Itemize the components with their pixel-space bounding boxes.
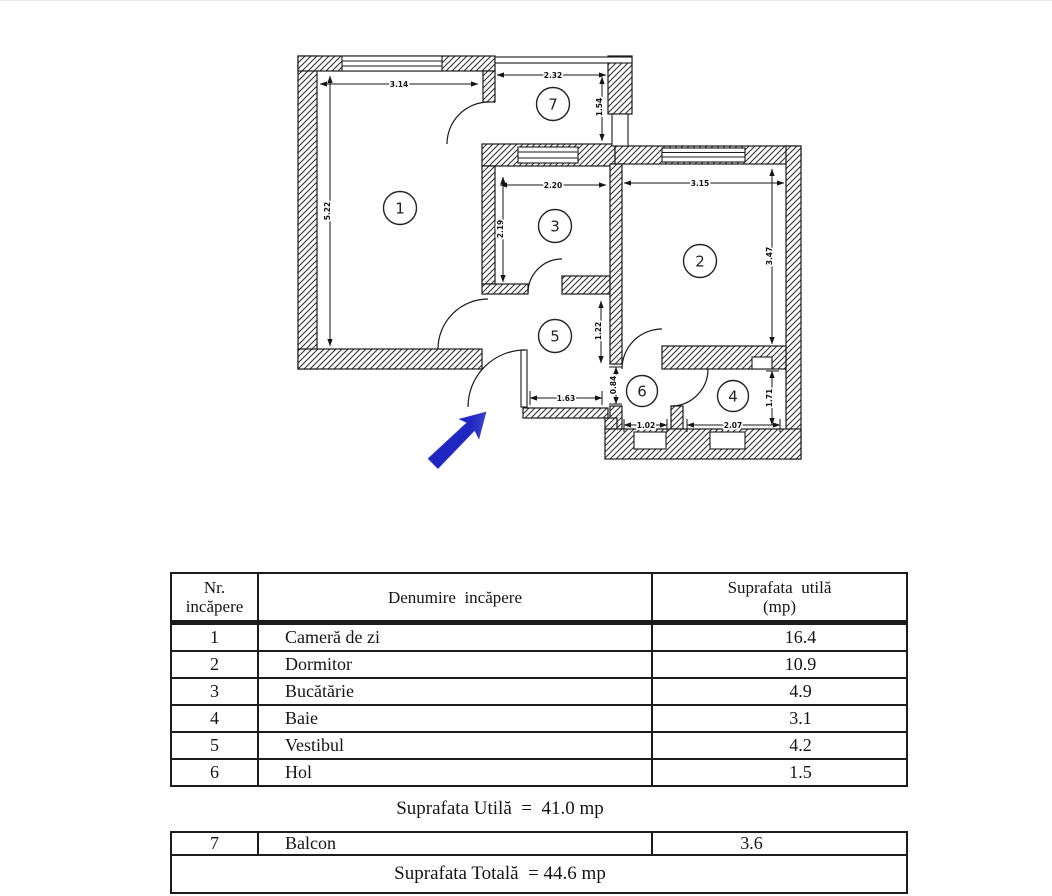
row-area: 4.2 xyxy=(789,735,812,755)
balcony-table xyxy=(170,831,908,856)
cursor-arrow-icon xyxy=(424,402,496,474)
room-label-1 xyxy=(384,192,417,225)
room-label-5 xyxy=(539,320,572,353)
header-nr xyxy=(172,574,259,620)
svg-text:1: 1 xyxy=(395,199,405,218)
svg-text:4: 4 xyxy=(728,387,738,406)
svg-text:2: 2 xyxy=(695,252,705,271)
svg-text:3: 3 xyxy=(550,217,560,236)
room-label-6 xyxy=(627,376,658,407)
row-name: Baie xyxy=(259,706,653,731)
table-row xyxy=(172,704,906,731)
row-name: Balcon xyxy=(259,833,653,854)
svg-text:5: 5 xyxy=(550,327,560,346)
row-nr: 6 xyxy=(172,760,259,785)
dim-room2-width: 3.15 xyxy=(690,179,710,188)
row-name: Hol xyxy=(259,760,653,785)
row-name: Dormitor xyxy=(259,652,653,677)
svg-text:7: 7 xyxy=(548,95,558,114)
header-nr-line2: incăpere xyxy=(185,597,244,616)
room-label-2 xyxy=(684,245,717,278)
row-area: 10.9 xyxy=(784,654,817,674)
dim-hol-width: 1.02 xyxy=(636,421,656,430)
table-row xyxy=(172,677,906,704)
dim-room1-width: 3.14 xyxy=(389,80,409,89)
row-nr: 7 xyxy=(172,833,259,854)
svg-text:6: 6 xyxy=(637,382,647,401)
row-nr: 4 xyxy=(172,706,259,731)
dim-vestibul-height: 1.22 xyxy=(594,321,603,341)
row-area: 16.4 xyxy=(784,627,817,647)
row-name: Vestibul xyxy=(259,733,653,758)
header-denumire: Denumire incăpere xyxy=(259,574,653,620)
room-area-table xyxy=(170,572,908,787)
table-row xyxy=(172,650,906,677)
row-name: Cameră de zi xyxy=(259,625,653,650)
header-nr-line1: Nr. xyxy=(203,578,226,597)
dim-hol-passage: 0.84 xyxy=(609,375,618,395)
row-area: 3.1 xyxy=(789,708,812,728)
dim-room3-width: 2.20 xyxy=(543,181,563,190)
room-label-3 xyxy=(539,210,572,243)
table-row xyxy=(172,623,906,650)
table-header-row xyxy=(172,574,906,623)
dim-room7-height: 1.54 xyxy=(595,97,604,117)
dim-room2-height: 3.47 xyxy=(765,246,774,266)
total-area-text: Suprafata Totală = 44.6 mp xyxy=(394,863,606,884)
room-label-7 xyxy=(537,88,570,121)
row-nr: 3 xyxy=(172,679,259,704)
header-suprafata xyxy=(653,574,906,620)
row-area: 4.9 xyxy=(789,681,812,701)
dim-baie-width: 2.07 xyxy=(723,421,743,430)
row-name: Bucătărie xyxy=(259,679,653,704)
table-row xyxy=(172,758,906,785)
row-nr: 5 xyxy=(172,733,259,758)
table-row xyxy=(172,731,906,758)
floor-plan xyxy=(0,1,1052,521)
useful-area-total: Suprafata Utilă = 41.0 mp xyxy=(396,798,604,819)
header-suprafata-line1: Suprafata utilă xyxy=(727,578,832,597)
dim-room1-height: 5.22 xyxy=(323,201,332,221)
dim-room3-height: 2.19 xyxy=(496,219,505,239)
row-nr: 2 xyxy=(172,652,259,677)
row-nr: 1 xyxy=(172,625,259,650)
dim-room7-width: 2.32 xyxy=(543,71,563,80)
row-area: 1.5 xyxy=(789,762,812,782)
row-area: 3.6 xyxy=(740,833,763,853)
room-label-4 xyxy=(718,381,749,412)
table-row xyxy=(172,833,906,854)
header-suprafata-line2: (mp) xyxy=(762,597,797,616)
dim-vestibul-width: 1.63 xyxy=(556,394,576,403)
dim-baie-height: 1.71 xyxy=(765,388,774,408)
